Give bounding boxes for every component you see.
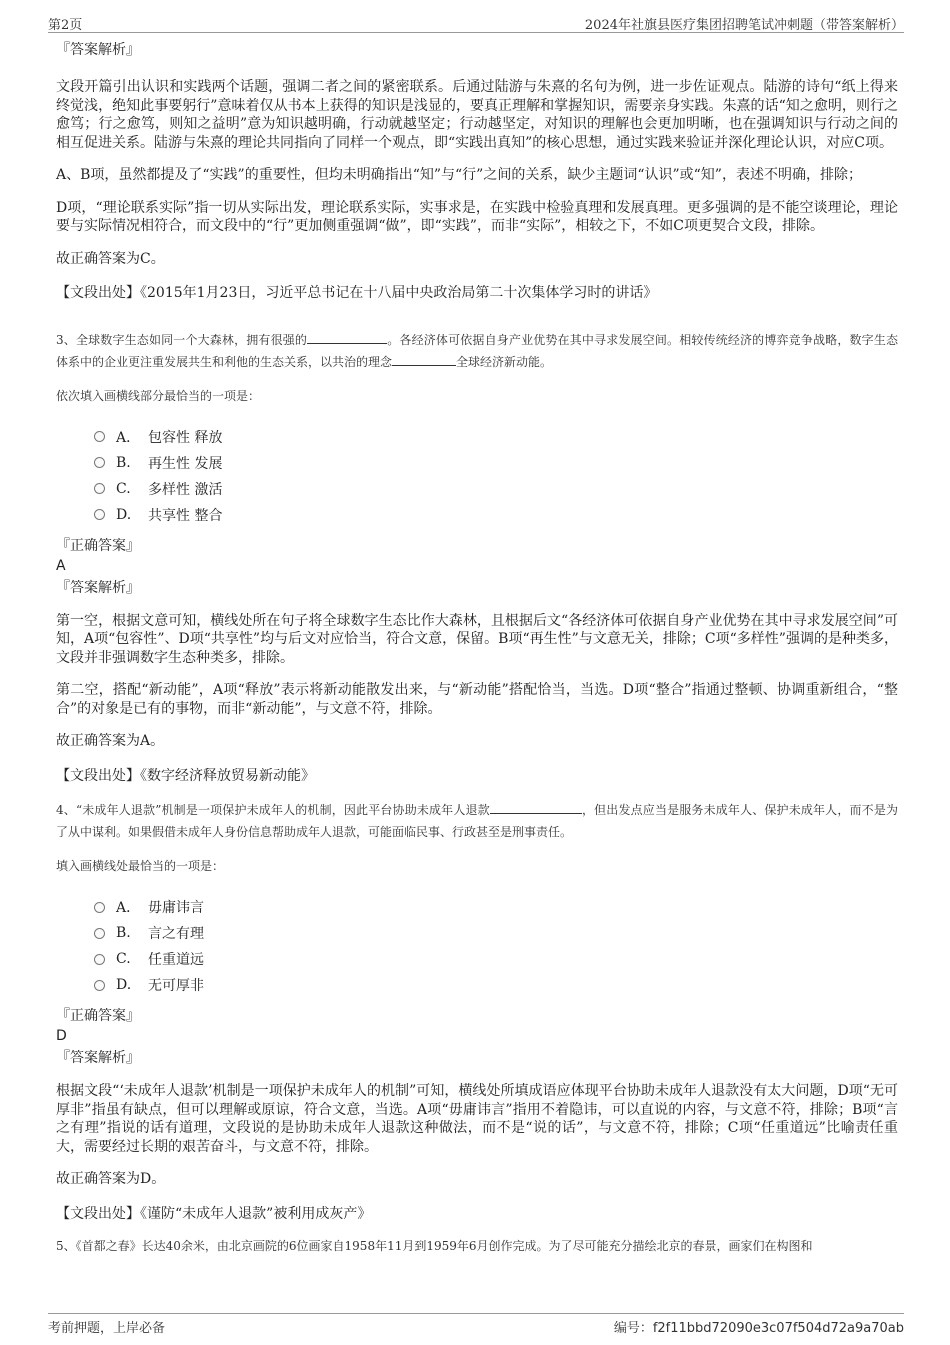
option-d[interactable]: D. 无可厚非 [94,972,898,998]
radio-button[interactable] [94,928,105,939]
radio-button[interactable] [94,954,105,965]
page-number: 第2页 [48,18,83,33]
prev-question-analysis [56,40,898,303]
footer-slogan: 考前押题，上岸必备 [48,1321,166,1336]
page-footer [48,1313,904,1334]
correct-answer: A [56,557,66,574]
radio-button[interactable] [94,980,105,991]
fill-blank [307,331,387,344]
source-citation: 【文段出处】《2015年1月23日，习近平总书记在十八届中央政治局第二十次集体学习时的讲话》 [56,285,658,301]
radio-button[interactable] [94,902,105,913]
correct-answer-label: 『正确答案』 [56,537,140,554]
fill-blank [490,801,582,814]
question-prompt: 填入画横线处最恰当的一项是： [56,859,225,873]
option-a[interactable]: A． 包容性 释放 [94,424,898,450]
question-stem: 5、《首都之春》长达40余米，由北京画院的6位画家自1958年11月到1959年6月创作完成。为了尽可能充分描绘北京的春景，画家们在构图和 [56,1239,813,1253]
analysis-paragraph: D项，“理论联系实际”指一切从实际出发，理论联系实际，实事求是，在实践中检验真理和发展真理。更多强调的是不能空谈理论，理论要与实际情况相符合，而文段中的“行”更加侧重强调“做”，即“实践”，而非“实际”，相较之下，不如C项更契合文段，排除。 [56,199,898,234]
conclusion: 故正确答案为D。 [56,1171,166,1187]
radio-button[interactable] [94,431,105,442]
conclusion: 故正确答案为C。 [56,250,165,267]
page-header [48,12,904,33]
radio-button[interactable] [94,509,105,520]
question-stem: 3、全球数字生态如同一个大森林，拥有很强的 。各经济体可依据自身产业优势在其中寻求发展空间。相较传统经济的博弈竞争战略，数字生态体系中的企业更注重发展共生和利他的生态关系，以共治的理念 全球经济新动能。 [56,332,898,369]
analysis-paragraph: 根据文段“‘未成年人退款’机制是一项保护未成年人的机制”可知，横线处所填成语应体现平台协助未成年人退款没有太大问题，D项“无可厚非”指虽有缺点，但可以理解或原谅，符合文意，当选。A项“毋庸讳言”指用不着隐讳，可以直说的内容，与文意不符，排除；B项“言之有理”指说的话有道理，文段说的是协助未成年人退款这种做法，而不是“说的话”，与文意不符，排除；C项“任重道远”比喻责任重大，需要经过长期的艰苦奋斗，与文意不符，排除。 [56,1083,898,1155]
radio-button[interactable] [94,483,105,494]
radio-button[interactable] [94,457,105,468]
analysis-paragraph: A、B项，虽然都提及了“实践”的重要性，但均未明确指出“知”与“行”之间的关系，缺少主题词“认识”或“知”，表述不明确，排除； [56,167,862,183]
document-title: 2024年社旗县医疗集团招聘笔试冲刺题（带答案解析） [584,18,904,33]
source-citation: 【文段出处】《谨防“未成年人退款”被利用成灰产》 [56,1205,372,1222]
option-c[interactable]: C. 多样性 激活 [94,476,898,502]
option-b[interactable]: B. 再生性 发展 [94,450,898,476]
option-list [94,894,898,998]
analysis-paragraph: 文段开篇引出认识和实践两个话题，强调二者之间的紧密联系。后通过陆游与朱熹的名句为例，进一步佐证观点。陆游的诗句“纸上得来终觉浅，绝知此事要躬行”意味着仅从书本上获得的知识是浅显的，要真正理解和掌握知识，需要亲身实践。朱熹的话“知之愈明，则行之愈笃；行之愈笃，则知之益明”意为知识越明确，行动就越坚定；行动越坚定，对知识的理解也会更加明晰，也在强调知识与行动之间的相互促进关系。陆游与朱熹的理论共同指向了同样一个观点，即“实践出真知”的核心思想，通过实践来验证并深化理论认识，对应C项。 [56,79,898,151]
option-a[interactable]: A． 毋庸讳言 [94,894,898,920]
analysis-label: 『答案解析』 [56,579,140,596]
correct-answer-label: 『正确答案』 [56,1008,140,1024]
option-b[interactable]: B. 言之有理 [94,920,898,946]
question-5 [56,1235,898,1257]
conclusion: 故正确答案为A。 [56,733,165,749]
correct-answer: D [56,1028,67,1044]
analysis-label: 『答案解析』 [56,42,140,58]
option-list [94,424,898,528]
question-4 [56,799,898,1223]
source-citation: 【文段出处】《数字经济释放贸易新动能》 [56,767,315,784]
analysis-paragraph: 第二空，搭配“新动能”，A项“释放”表示将新动能散发出来，与“新动能”搭配恰当，当选。D项“整合”指通过整顿、协调重新组合，“整合”的对象是已有的事物，而非“新动能”，与文意不符，排除。 [56,682,898,717]
option-c[interactable]: C. 任重道远 [94,946,898,972]
page-content [56,40,898,1257]
analysis-paragraph: 第一空，根据文意可知，横线处所在句子将全球数字生态比作大森林，且根据后文“各经济体可依据自身产业优势在其中寻求发展空间”可知，A项“包容性”、D项“共享性”均与后文对应恰当，符合文意，保留。B项“再生性”与文意无关，排除；C项“多样性”强调的是种类多，文段并非强调数字生态种类多，排除。 [56,612,898,666]
question-prompt: 依次填入画横线部分最恰当的一项是： [56,388,261,403]
question-3 [56,329,898,786]
document-id: 编号：f2f11bbd72090e3c07f504d72a9a70ab [613,1321,904,1336]
fill-blank [392,353,456,366]
option-d[interactable]: D. 共享性 整合 [94,502,898,528]
question-stem: 4、“未成年人退款”机制是一项保护未成年人的机制，因此平台协助未成年人退款 ，但出发点应当是服务未成年人、保护未成年人，而不是为了从中谋利。如果假借未成年人身份信息帮助成年人退款，可能面临民事、行政甚至是刑事责任。 [56,803,898,839]
analysis-label: 『答案解析』 [56,1050,140,1066]
